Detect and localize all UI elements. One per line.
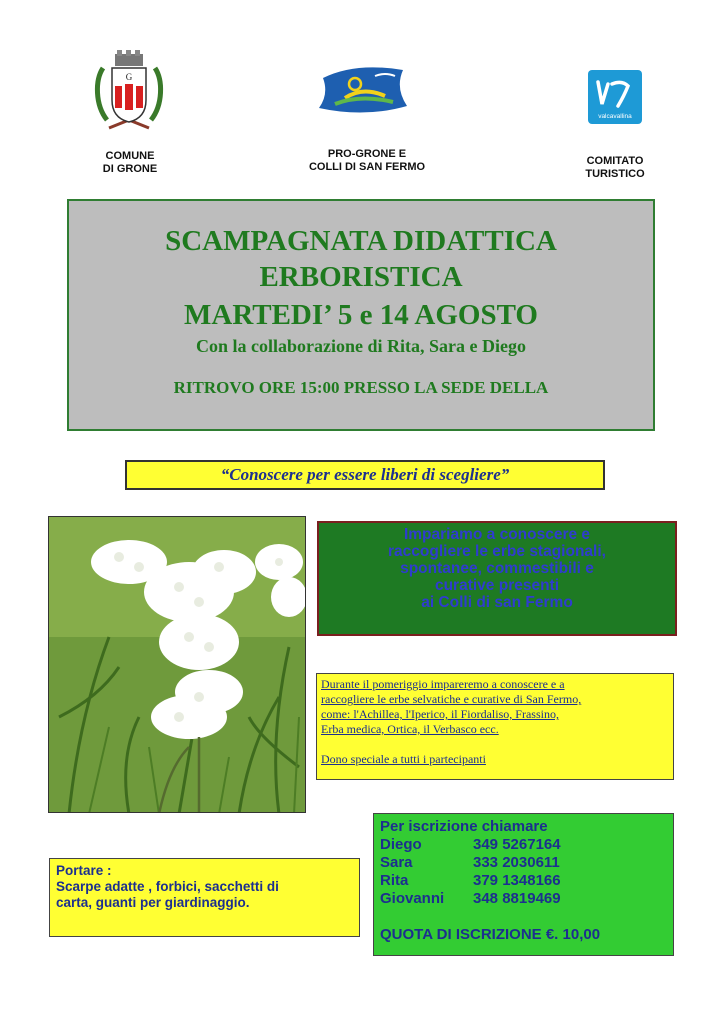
yarrow-flower-photo-icon — [48, 516, 306, 813]
title-meeting-point: RITROVO ORE 15:00 PRESSO LA SEDE DELLA — [173, 378, 549, 397]
learning-line2: raccogliere le erbe stagionali, — [388, 543, 606, 560]
contacts-heading: Per iscrizione chiamare — [380, 818, 548, 835]
contact-name: Diego — [380, 836, 422, 853]
contact-phone[interactable]: 348 8819469 — [473, 890, 561, 907]
fee-label: QUOTA DI ISCRIZIONE — [380, 926, 542, 943]
logo-right-label — [560, 155, 670, 181]
fee-line — [380, 926, 667, 944]
valcavallina-logo-icon — [588, 70, 642, 124]
description-line4: Erba medica, Ortica, il Verbasco ecc. — [321, 722, 499, 736]
description-line1: Durante il pomeriggio impareremo a conoscere e a — [321, 677, 565, 691]
pro-grone-logo-icon — [315, 58, 410, 120]
logo-center-line2: COLLI DI SAN FERMO — [308, 161, 426, 173]
logo-right-line2: TURISTICO — [585, 168, 645, 180]
contact-name: Rita — [380, 872, 409, 889]
title-line2: ERBORISTICA — [259, 261, 463, 293]
slogan: “Conoscere per essere liberi di scegliere” — [125, 460, 605, 490]
logo-center-line1: PRO-GRONE E — [327, 148, 407, 160]
valcavallina-logo-text: valcavallina — [598, 113, 632, 120]
contact-row — [380, 854, 667, 872]
bring-line2: carta, guanti per giardinaggio. — [56, 895, 250, 910]
learning-line3: spontanee, commestibili e — [400, 560, 594, 577]
title-line1: SCAMPAGNATA DIDATTICA — [165, 225, 557, 257]
svg-text:G: G — [125, 72, 133, 82]
logo-left-line1: COMUNE — [105, 150, 155, 162]
title-date: MARTEDI’ 5 e 14 AGOSTO — [184, 299, 538, 331]
contact-row — [380, 890, 667, 908]
title-collaboration: Con la collaborazione di Rita, Sara e Diego — [196, 336, 526, 356]
title-box — [67, 199, 655, 431]
description-box — [316, 673, 674, 780]
bring-box — [49, 858, 360, 937]
learning-line4: curative presenti — [434, 577, 560, 594]
logo-center-label — [282, 148, 452, 174]
description-gift: Dono speciale a tutti i partecipanti — [321, 752, 486, 766]
logo-right-line1: COMITATO — [586, 155, 644, 167]
logo-left-label — [70, 150, 190, 176]
contacts-box — [373, 813, 674, 956]
bring-line1: Scarpe adatte , forbici, sacchetti di — [56, 879, 279, 894]
contact-name: Giovanni — [380, 890, 445, 907]
contact-phone[interactable]: 333 2030611 — [473, 854, 560, 871]
learning-line1: Impariamo a conoscere e — [403, 526, 591, 543]
contact-row — [380, 836, 667, 854]
logo-left-line2: DI GRONE — [102, 163, 158, 175]
learning-box — [317, 521, 677, 636]
contact-name: Sara — [380, 854, 413, 871]
contact-row — [380, 872, 667, 890]
description-line3: come: l'Achillea, l'Iperico, il Fiordaliso, Frassino, — [321, 707, 559, 721]
bring-heading: Portare : — [56, 863, 112, 878]
contact-phone[interactable]: 349 5267164 — [473, 836, 561, 853]
contact-phone[interactable]: 379 1348166 — [473, 872, 561, 889]
learning-line5: ai Colli di san Fermo — [421, 594, 573, 611]
description-line2: raccogliere le erbe selvatiche e curative di San Fermo, — [321, 692, 582, 706]
fee-value: €. 10,00 — [545, 926, 601, 943]
grone-coat-of-arms-icon — [93, 50, 165, 138]
